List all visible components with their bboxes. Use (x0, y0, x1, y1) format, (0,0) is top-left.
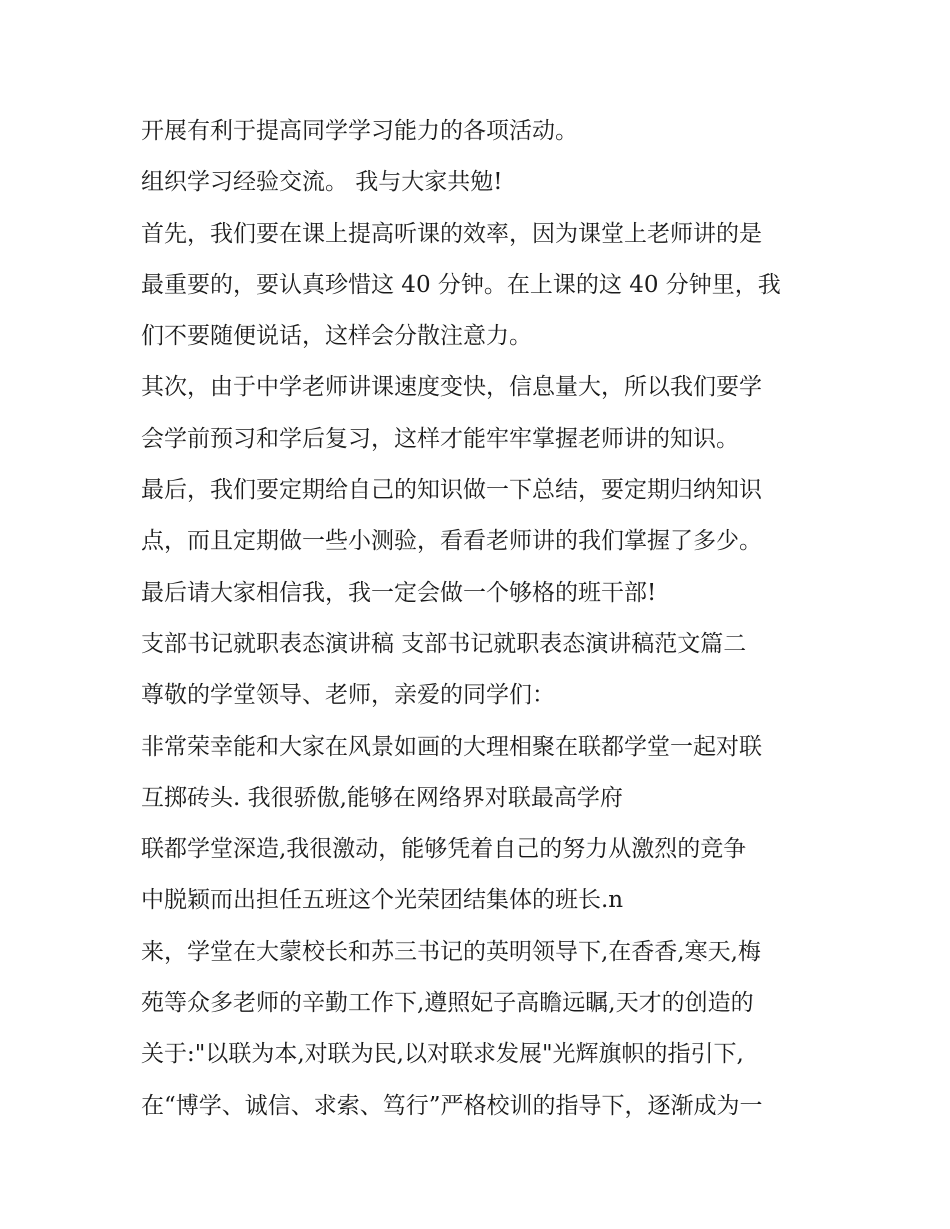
document-body (141, 106, 821, 1132)
text-line: 们不要随便说话，这样会分散注意力。 (141, 323, 532, 350)
text-line: 首先，我们要在课上提高听课的效率，因为课堂上老师讲的是 (141, 220, 762, 247)
text-line: 最后，我们要定期给自己的知识做一下总结，要定期归纳知识 (141, 477, 762, 504)
text-line: 来，学堂在大蒙校长和苏三书记的英明领导下,在香香,寒天,梅 (141, 938, 761, 965)
text-line: 在“博学、诚信、求索、笃行”严格校训的指导下，逐渐成为一 (141, 1092, 763, 1119)
text-line: 会学前预习和学后复习，这样才能牢牢掌握老师讲的知识。 (141, 425, 739, 452)
text-line: 互掷砖头. 我很骄傲,能够在网络界对联最高学府 (141, 784, 623, 811)
text-line: 点，而且定期做一些小测验，看看老师讲的我们掌握了多少。 (141, 528, 762, 555)
text-line: 其次，由于中学老师讲课速度变快，信息量大，所以我们要学 (141, 374, 762, 401)
text-line: 最后请大家相信我，我一定会做一个够格的班干部! (141, 579, 657, 606)
text-line: 苑等众多老师的辛勤工作下,遵照妃子高瞻远瞩,天才的创造的 (141, 990, 754, 1017)
text-line: 关于:"以联为本,对联为民,以对联求发展"光辉旗帜的指引下, (141, 1041, 744, 1068)
text-line: 联都学堂深造,我很激动，能够凭着自己的努力从激烈的竞争 (141, 836, 747, 863)
salutation: 尊敬的学堂领导、老师，亲爱的同学们： (141, 682, 555, 709)
text-line: 最重要的，要认真珍惜这 40 分钟。在上课的这 40 分钟里，我 (141, 271, 781, 298)
section-heading: 支部书记就职表态演讲稿 支部书记就职表态演讲稿范文篇二 (141, 630, 747, 657)
text-line: 非常荣幸能和大家在风景如画的大理相聚在联都学堂一起对联 (141, 733, 762, 760)
text-line: 组织学习经验交流。 我与大家共勉! (141, 169, 503, 196)
text-line: 中脱颖而出担任五班这个光荣团结集体的班长.n (141, 887, 624, 914)
text-line: 开展有利于提高同学学习能力的各项活动。 (141, 118, 578, 144)
